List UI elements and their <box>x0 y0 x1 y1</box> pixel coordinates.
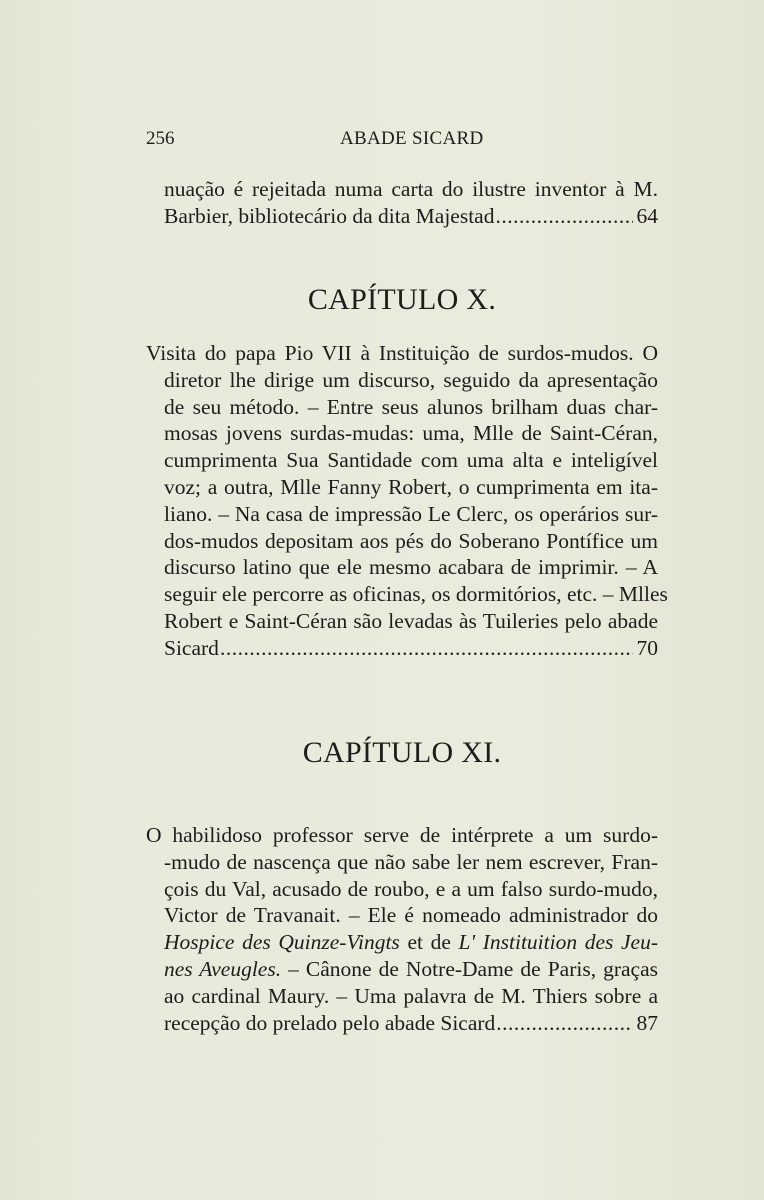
dot-leader <box>496 1010 632 1037</box>
summary-line: ao cardinal Maury. – Uma palavra de M. Thiers sobre a <box>164 983 658 1008</box>
summary-line: cumprimenta Sua Santidade com uma alta e inteligível <box>164 448 658 473</box>
summary-text: – Cânone de Notre-Dame de Paris, graças <box>281 956 658 981</box>
page-number: 256 <box>146 128 175 149</box>
carryover-last-text: Barbier, bibliotecário da dita Majestad <box>164 203 495 228</box>
summary-line: O habilidoso professor serve de intérprete a um surdo- <box>146 823 658 847</box>
summary-line: Victor de Travanait. – Ele é nomeado administrador do <box>164 903 658 928</box>
summary-line: liano. – Na casa de impressão Le Clerc, os operários sur- <box>164 501 658 526</box>
chapter-xi-summary <box>146 822 658 1036</box>
summary-line: çois du Val, acusado de roubo, e a um falso surdo-mudo, <box>164 876 658 901</box>
carryover-page-ref: 64 <box>636 203 658 228</box>
italic-title: L' Instituition des Jeu- <box>458 930 659 955</box>
summary-line-leader <box>146 635 658 662</box>
dot-leader <box>495 203 632 230</box>
summary-line: mosas jovens surdas-mudas: uma, Mlle de Saint-Céran, <box>164 421 658 446</box>
summary-line: voz; a outra, Mlle Fanny Robert, o cumprimenta em ita- <box>164 474 658 499</box>
italic-title: Hospice des Quinze-Vingts <box>164 930 400 955</box>
chapter-x-summary <box>146 340 668 662</box>
summary-line: Robert e Saint-Céran são levadas às Tuileries pelo abade <box>164 608 658 633</box>
summary-last-text: recepção do prelado pelo abade Sicard <box>164 1010 496 1035</box>
running-head <box>146 128 658 156</box>
summary-line: discurso latino que ele mesmo acabara de imprimir. – A <box>164 555 658 580</box>
summary-last-text: Sicard <box>164 635 219 660</box>
summary-line: seguir ele percorre as oficinas, os dormitórios, etc. – Mlles <box>164 582 668 607</box>
carryover-entry <box>146 176 658 230</box>
summary-line: dos-mudos depositam aos pés do Soberano Pontífice um <box>164 528 658 553</box>
summary-line-mixed <box>146 929 658 956</box>
carryover-line-leader <box>146 203 658 230</box>
carryover-line: nuação é rejeitada numa carta do ilustre inventor à M. <box>164 177 658 201</box>
italic-title: nes Aveugles. <box>164 956 282 981</box>
summary-line-mixed <box>146 956 658 983</box>
dot-leader <box>220 635 633 662</box>
summary-line: de seu método. – Entre seus alunos brilham duas char- <box>164 394 658 419</box>
summary-line: -mudo de nascença que não sabe ler nem escrever, Fran- <box>164 849 658 874</box>
running-title: ABADE SICARD <box>340 128 484 149</box>
summary-line-leader <box>146 1010 658 1037</box>
summary-line: diretor lhe dirige um discurso, seguido da apresentação <box>164 367 658 392</box>
summary-text: et de <box>399 930 459 955</box>
chapter-x-page-ref: 70 <box>636 635 658 660</box>
summary-line: Visita do papa Pio VII à Instituição de surdos-mudos. O <box>146 341 658 365</box>
chapter-xi-heading: CAPÍTULO XI. <box>302 736 502 769</box>
chapter-xi-page-ref: 87 <box>636 1010 658 1035</box>
chapter-x-heading: CAPÍTULO X. <box>307 283 497 316</box>
